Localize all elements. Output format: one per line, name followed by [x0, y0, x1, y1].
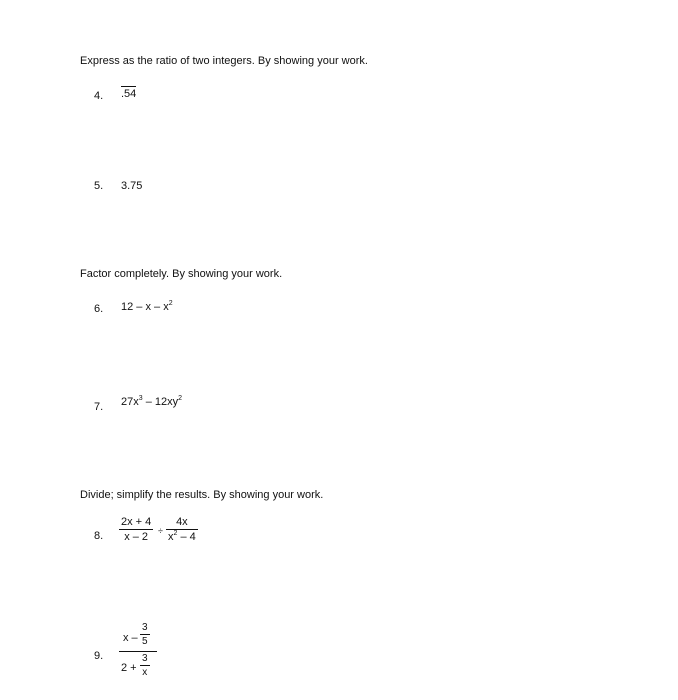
problem-9-bottom-fraction [140, 653, 150, 678]
fraction-bar [119, 529, 153, 530]
problem-9-bottom-denominator: x [142, 667, 148, 678]
problem-8-den-rest: – 4 [177, 531, 196, 543]
problem-8-den-exponent: 2 [173, 530, 178, 537]
problem-9-bottom-2: 2 + [121, 662, 137, 674]
section-heading-ratio: Express as the ratio of two integers. By showing your work. [80, 55, 368, 67]
problem-8-fraction-2 [166, 516, 198, 543]
problem-8-den-base: x [168, 531, 174, 543]
problem-6-expression [121, 301, 173, 313]
problem-7-number: 7. [94, 401, 104, 413]
problem-6-number: 6. [94, 303, 104, 315]
problem-8-fraction-2-numerator: 4x [176, 516, 188, 528]
problem-9-number: 9. [94, 650, 104, 662]
main-fraction-bar [119, 651, 157, 652]
section-heading-divide: Divide; simplify the results. By showing your work. [80, 489, 324, 501]
problem-7-exponent-2: 2 [178, 395, 183, 402]
problem-5-number: 5. [94, 180, 104, 192]
problem-8-fraction-2-denominator [166, 531, 198, 543]
problem-4-number: 4. [94, 90, 104, 102]
problem-9-complex-fraction [119, 622, 159, 688]
fraction-bar [140, 665, 150, 666]
problem-6-exponent: 2 [168, 300, 173, 307]
problem-6-terms: 12 – x – x [121, 301, 169, 313]
problem-8-fraction-1-numerator: 2x + 4 [121, 516, 152, 528]
problem-7-exponent-1: 3 [138, 395, 143, 402]
problem-8-fraction-1 [119, 516, 153, 543]
problem-7-term-2: – 12xy [142, 396, 179, 408]
problem-8-number: 8. [94, 530, 104, 542]
division-operator: ÷ [158, 526, 163, 536]
problem-9-top-numerator: 3 [142, 622, 148, 633]
problem-9-top-x: x – [123, 632, 138, 644]
problem-8-fraction-1-denominator: x – 2 [124, 531, 149, 543]
problem-5-decimal: 3.75 [121, 180, 143, 192]
problem-4-repeating-decimal: .54 [121, 88, 137, 100]
fraction-bar [166, 529, 198, 530]
problem-9-top-fraction [140, 622, 150, 647]
fraction-bar [140, 634, 150, 635]
problem-9-top-denominator: 5 [142, 636, 148, 647]
problem-7-expression [121, 396, 182, 408]
section-heading-factor: Factor completely. By showing your work. [80, 268, 283, 280]
problem-9-bottom-numerator: 3 [142, 653, 148, 664]
problem-7-term-1: 27x [121, 396, 139, 408]
